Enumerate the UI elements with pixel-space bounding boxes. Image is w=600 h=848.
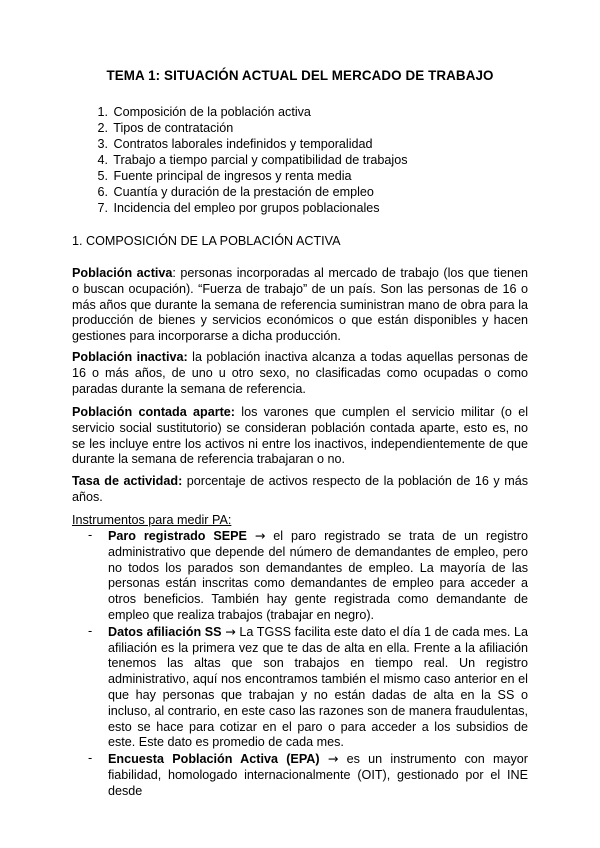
instrument-term: Paro registrado SEPE (108, 529, 247, 543)
list-item: - Paro registrado SEPE → el paro registrado se trata de un registro administrativo que depende del número de demandantes de empleo, pero no todos los parados son demandantes de empleo. La mayoría de las personas están inscritas como demandantes de empleo para acceder a otros beneficios. También hay gente registrada como demandante de empleo que realiza trabajos (trabajar en negro). (88, 528, 528, 622)
definition-text: la población inactiva alcanza a todas aquellas personas de 16 o más años, de uno u otro sexo, no clasificadas como ocupadas o como paradas durante la semana de referencia. (72, 350, 529, 396)
toc-item: 5. Fuente principal de ingresos y renta media (97, 169, 352, 183)
toc-item: 4. Trabajo a tiempo parcial y compatibilidad de trabajos (97, 153, 408, 167)
definition-tasa-actividad (72, 474, 528, 506)
definition-term: Población contada aparte: (72, 405, 235, 419)
instruments-list (72, 528, 528, 800)
definition-poblacion-contada-aparte (72, 405, 528, 468)
list-item: - Encuesta Población Activa (EPA) → es un instrumento con mayor fiabilidad, homologado internacionalmente (OIT), gestionado por el INE desde (88, 751, 528, 798)
instruments-heading: Instrumentos para medir PA: (72, 513, 232, 527)
toc-item: 1. Composición de la población activa (97, 105, 311, 119)
definition-text: porcentaje de activos respecto de la población de 16 y más años. (72, 474, 528, 504)
document-title: TEMA 1: SITUACIÓN ACTUAL DEL MERCADO DE TRABAJO (106, 68, 494, 83)
arrow-icon: → (327, 751, 339, 767)
instrument-text: el paro registrado se trata de un registro administrativo que depende del número de demandantes de empleo, pero no todos los parados son demandantes de empleo. La mayoría de las personas están inscritas como demandantes de empleo para acceder a otros beneficios. También hay gente registrada como demandante de empleo que realiza trabajos (trabajar en negro). (108, 529, 528, 622)
arrow-icon: → (225, 623, 236, 639)
definition-poblacion-activa (72, 266, 528, 345)
arrow-icon: → (254, 528, 266, 543)
list-item: - Datos afiliación SS → La TGSS facilita este dato el día 1 de cada mes. La afiliación es la primera vez que te das de alta en ella. Frente a la afiliación tenemos las altas que son trabajos en tiempo real. Un registro administrativo, aquí nos encontramos también el mismo caso anterior en el que hay personas que trabajan y no están dadas de alta en la SS o incluso, al contrario, en este caso las razones son de manera fraudulentas, esto se hace para cotizar en el paro o para acceder a los subsidios de este. Este dato es promedio de cada mes. (88, 623, 529, 750)
toc-item: 7. Incidencia del empleo por grupos poblacionales (97, 201, 380, 215)
toc-item: 3. Contratos laborales indefinidos y temporalidad (97, 137, 373, 151)
toc-item: 6. Cuantía y duración de la prestación de empleo (97, 185, 374, 199)
definition-term: Tasa de actividad: (72, 474, 183, 488)
definition-text: los varones que cumplen el servicio militar (o el servicio social sustitutorio) se consideran población contada aparte, esto es, no se les incluye entre los activos ni entre los inactivos, independientemente de que durante la semana de referencia trabajaran o no. (72, 405, 528, 467)
definition-term: Población inactiva: (72, 350, 188, 364)
section-heading: 1. COMPOSICIÓN DE LA POBLACIÓN ACTIVA (72, 234, 341, 248)
definition-term: Población activa (72, 266, 173, 280)
instrument-term: Encuesta Población Activa (EPA) (108, 752, 320, 767)
instrument-term: Datos afiliación SS (108, 624, 222, 639)
toc-item: 2. Tipos de contratación (97, 121, 234, 135)
instrument-text: La TGSS facilita este dato el día 1 de cada mes. La afiliación es la primera vez que te das de alta en ella. Frente a la afiliación tenemos las altas que son trabajos en tiempo real. Un registro administrativo, aquí nos encontramos también el mismo caso anterior en el que hay personas que trabajan y no están dadas de alta en la SS o incluso, al contrario, en este caso las razones son de manera fraudulentas, esto se hace para cotizar en el paro o para acceder a los subsidios de este. Este dato es promedio de cada mes. (108, 624, 529, 750)
definition-poblacion-inactiva (72, 350, 528, 397)
definition-text: : personas incorporadas al mercado de trabajo (los que tienen o buscan ocupación). “Fuerza de trabajo” de un país. Son las personas de 16 o más años que durante la semana de referencia suministran mano de obra para la producción de bienes y servicios económicos o que están disponibles y hacen gestiones para incorporarse a dicha producción. (72, 266, 528, 344)
table-of-contents (72, 104, 408, 216)
instrument-text: es un instrumento con mayor fiabilidad, homologado internacionalmente (OIT), gestionado por el INE desde (108, 752, 528, 798)
